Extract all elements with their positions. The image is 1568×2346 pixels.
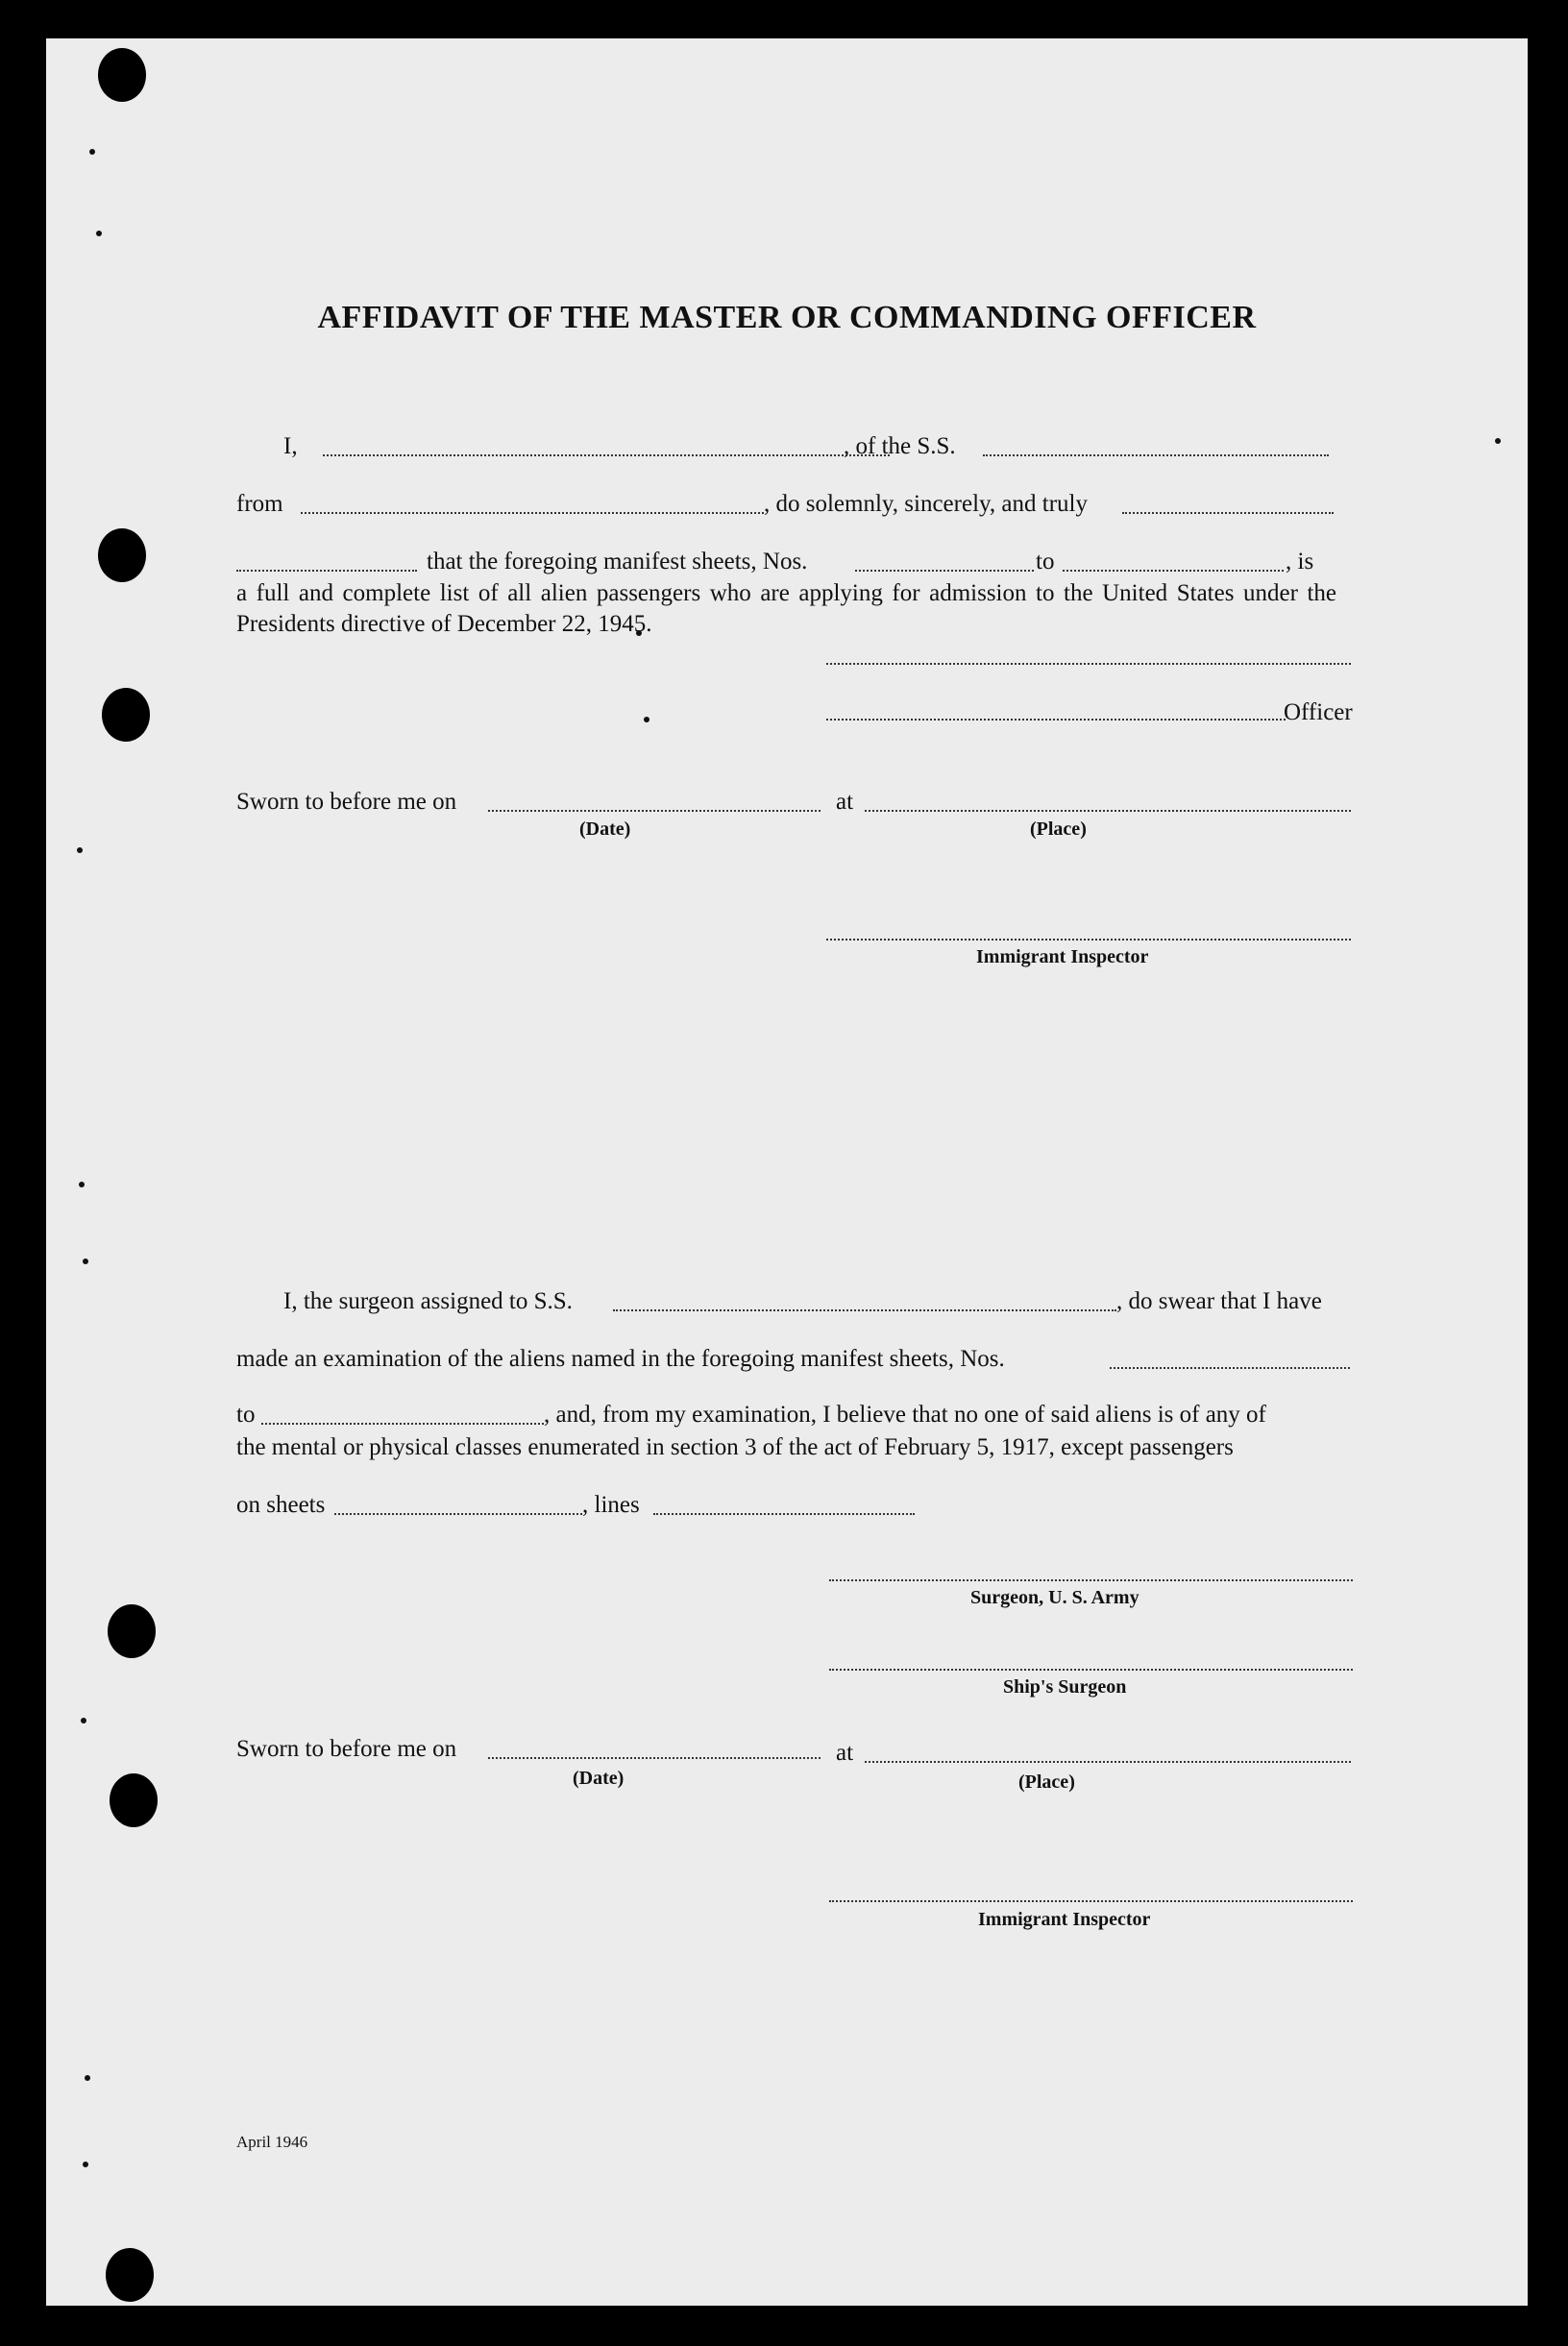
text-surgeon-line4: the mental or physical classes enumerated in section 3 of the act of February 5, 1917, except passengers <box>236 1434 1234 1460</box>
label-immigrant-inspector: Immigrant Inspector <box>976 946 1149 967</box>
label-date: (Date) <box>579 819 631 840</box>
field-ship-name[interactable] <box>983 454 1329 456</box>
speck <box>77 847 83 853</box>
punch-hole <box>102 688 150 742</box>
punch-hole <box>106 2248 154 2302</box>
field-sheet-to[interactable] <box>1063 570 1284 572</box>
text-from: from <box>236 491 283 517</box>
signature-line-inspector[interactable] <box>826 939 1351 941</box>
document-title: AFFIDAVIT OF THE MASTER OR COMMANDING OFFICER <box>317 300 1257 335</box>
text-surgeon-at: at <box>836 1740 854 1766</box>
punch-hole <box>108 1604 156 1658</box>
field-from-port[interactable] <box>301 512 764 514</box>
text-i: I, <box>283 433 298 459</box>
text-on-sheets: on sheets <box>236 1492 326 1518</box>
field-surgeon-ship[interactable] <box>613 1309 1116 1311</box>
document-page <box>46 38 1528 2306</box>
speck <box>81 1718 86 1723</box>
label-army-surgeon: Surgeon, U. S. Army <box>970 1587 1139 1608</box>
text-solemnly: , do solemnly, sincerely, and truly <box>764 491 1088 517</box>
speck <box>83 1259 88 1264</box>
text-is: , is <box>1286 549 1314 574</box>
signature-line-army-surgeon[interactable] <box>829 1579 1353 1581</box>
field-surgeon-sworn-date[interactable] <box>488 1757 821 1759</box>
field-oath[interactable] <box>1122 512 1334 514</box>
label-surgeon-immigrant-inspector: Immigrant Inspector <box>978 1909 1151 1930</box>
speck <box>1495 438 1501 444</box>
field-except-sheets[interactable] <box>334 1513 582 1515</box>
text-surgeon-line1: I, the surgeon assigned to S.S. <box>283 1288 573 1314</box>
field-sheet-from[interactable] <box>855 570 1034 572</box>
field-surgeon-sworn-place[interactable] <box>865 1761 1351 1763</box>
field-except-lines[interactable] <box>653 1513 915 1515</box>
text-surgeon-line2: made an examination of the aliens named in the foregoing manifest sheets, Nos. <box>236 1346 1005 1372</box>
field-officer-signature[interactable] <box>826 719 1286 721</box>
label-surgeon-place: (Place) <box>1018 1772 1075 1793</box>
punch-hole <box>98 48 146 102</box>
speck <box>85 2075 90 2081</box>
speck <box>79 1182 85 1187</box>
field-master-name[interactable] <box>323 454 890 456</box>
text-to: to <box>1036 549 1055 574</box>
field-sworn-place[interactable] <box>865 810 1351 812</box>
signature-line-surgeon-inspector[interactable] <box>829 1900 1353 1902</box>
text-surgeon-swear: , do swear that I have <box>1116 1288 1322 1314</box>
label-officer: Officer <box>1284 699 1353 725</box>
punch-hole <box>110 1773 158 1827</box>
text-sworn: Sworn to before me on <box>236 789 457 815</box>
signature-line-ships-surgeon[interactable] <box>829 1669 1353 1671</box>
speck <box>644 717 649 722</box>
footer-date: April 1946 <box>236 2133 308 2151</box>
field-surgeon-sheet-from[interactable] <box>1110 1367 1350 1369</box>
field-surgeon-sheet-to[interactable] <box>261 1423 544 1425</box>
paragraph-full-list: a full and complete list of all alien passengers who are applying for admission to the United States under the Presidents directive of December 22, 1945. <box>236 580 1336 637</box>
text-manifest: that the foregoing manifest sheets, Nos. <box>427 549 808 574</box>
label-surgeon-date: (Date) <box>573 1768 625 1789</box>
signature-line-master[interactable] <box>826 663 1351 665</box>
text-lines: , lines <box>582 1492 640 1518</box>
field-verb[interactable] <box>236 570 417 572</box>
speck <box>83 2162 88 2167</box>
punch-hole <box>98 528 146 582</box>
text-surgeon-sworn: Sworn to before me on <box>236 1736 457 1762</box>
field-sworn-date[interactable] <box>488 810 821 812</box>
label-place: (Place) <box>1030 819 1087 840</box>
text-at: at <box>836 789 854 815</box>
speck <box>96 231 102 236</box>
text-surgeon-line3: , and, from my examination, I believe that no one of said aliens is of any of <box>544 1402 1266 1428</box>
speck <box>89 149 95 155</box>
text-surgeon-to: to <box>236 1402 256 1428</box>
text-of-ss: , of the S.S. <box>844 433 956 459</box>
label-ships-surgeon: Ship's Surgeon <box>1003 1676 1127 1698</box>
